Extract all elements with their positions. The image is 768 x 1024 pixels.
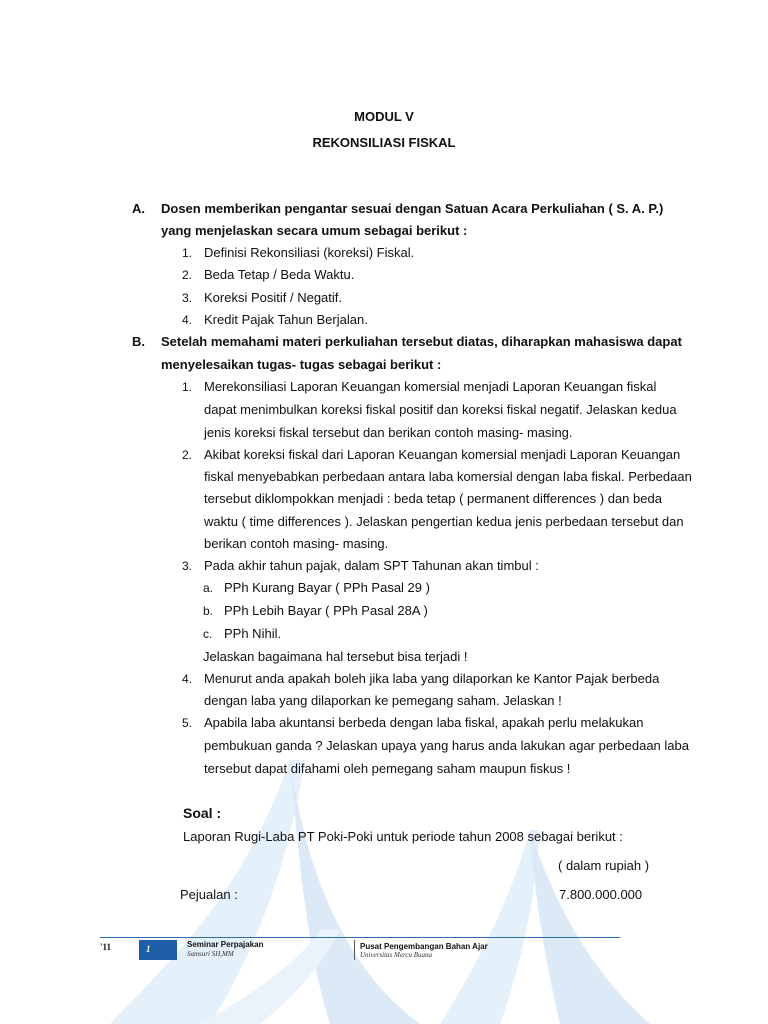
task-5-line: tersebut dapat difahami oleh pemegang saham maupun fiskus ! xyxy=(204,761,571,776)
soal-intro: Laporan Rugi-Laba PT Poki-Poki untuk periode tahun 2008 sebagai berikut : xyxy=(183,829,623,844)
module-subtitle: REKONSILIASI FISKAL xyxy=(312,135,456,150)
task-2-line: Akibat koreksi fiskal dari Laporan Keuangan komersial menjadi Laporan Keuangan xyxy=(204,447,681,462)
section-a-letter: A. xyxy=(132,201,145,216)
section-b-line1: Setelah memahami materi perkuliahan tersebut diatas, diharapkan mahasiswa dapat xyxy=(161,334,682,349)
task-3-sub-letter: b. xyxy=(203,604,214,618)
soal-row-label: Pejualan : xyxy=(180,887,238,902)
task-4-line: Menurut anda apakah boleh jika laba yang dilaporkan ke Kantor Pajak berbeda xyxy=(204,671,660,686)
soal-unit: ( dalam rupiah ) xyxy=(558,858,650,873)
footer-year: '11 xyxy=(100,942,112,952)
task-1-line: jenis koreksi fiskal tersebut dan berikan contoh masing- masing. xyxy=(204,425,573,440)
task-1-line: dapat menimbulkan koreksi fiskal positif dan koreksi fiskal negatif. Jelaskan kedua xyxy=(204,402,677,417)
footer-course: Seminar Perpajakan xyxy=(187,940,264,949)
section-a-item-text: Beda Tetap / Beda Waktu. xyxy=(204,267,355,282)
section-b-line2: menyelesaikan tugas- tugas sebagai berikut : xyxy=(161,357,442,372)
task-2-line: fiskal menyebabkan perbedaan antara laba komersial dengan laba fiskal. Perbedaan xyxy=(204,469,692,484)
section-a-line1: Dosen memberikan pengantar sesuai dengan Satuan Acara Perkuliahan ( S. A. P.) xyxy=(161,201,664,216)
section-a-item-text: Koreksi Positif / Negatif. xyxy=(204,290,342,305)
section-a-line2: yang menjelaskan secara umum sebagai berikut : xyxy=(161,223,468,238)
task-2-line: berikan contoh masing- masing. xyxy=(204,536,389,551)
task-5-line: pembukuan ganda ? Jelaskan upaya yang harus anda lakukan agar perbedaan laba xyxy=(204,738,689,753)
footer-divider xyxy=(354,940,355,960)
section-a-item-num: 3. xyxy=(182,291,193,305)
task-3-sub-text: PPh Kurang Bayar ( PPh Pasal 29 ) xyxy=(224,580,430,595)
task-num: 4. xyxy=(182,672,193,686)
section-a-item-num: 1. xyxy=(182,246,193,260)
soal-row-value: 7.800.000.000 xyxy=(559,887,643,902)
task-2-line: tersebut diklompokkan menjadi : beda tetap ( permanent differences ) dan beda xyxy=(204,491,662,506)
task-2-line: waktu ( time differences ). Jelaskan pengertian kedua jenis perbedaan tersebut dan xyxy=(204,514,684,529)
task-num: 1. xyxy=(182,380,193,394)
module-title: MODUL V xyxy=(354,109,414,124)
task-3-sub-letter: c. xyxy=(203,627,213,641)
section-a-item-text: Definisi Rekonsiliasi (koreksi) Fiskal. xyxy=(204,245,415,260)
soal-heading: Soal : xyxy=(183,805,222,821)
section-a-item-num: 4. xyxy=(182,313,193,327)
task-num: 2. xyxy=(182,448,193,462)
section-a-item-num: 2. xyxy=(182,268,193,282)
task-3-sub-text: PPh Lebih Bayar ( PPh Pasal 28A ) xyxy=(224,603,428,618)
task-3-after: Jelaskan bagaimana hal tersebut bisa terjadi ! xyxy=(203,649,468,664)
footer-university: Universitas Mercu Buana xyxy=(360,951,433,959)
task-3-sub-letter: a. xyxy=(203,581,214,595)
footer-author: Samsuri SH,MM xyxy=(187,950,234,958)
footer-page-box xyxy=(139,940,177,960)
task-3-sub-text: PPh Nihil. xyxy=(224,626,282,641)
task-1-line: Merekonsiliasi Laporan Keuangan komersial menjadi Laporan Keuangan fiskal xyxy=(204,379,657,394)
task-num: 3. xyxy=(182,559,193,573)
footer-rule xyxy=(100,937,620,938)
task-3-text: Pada akhir tahun pajak, dalam SPT Tahunan akan timbul : xyxy=(204,558,539,573)
task-4-line: dengan laba yang dilaporkan ke pemegang saham. Jelaskan ! xyxy=(204,693,562,708)
task-num: 5. xyxy=(182,716,193,730)
task-5-line: Apabila laba akuntansi berbeda dengan laba fiskal, apakah perlu melakukan xyxy=(204,715,644,730)
footer-page-number: 1 xyxy=(146,944,151,954)
section-b-letter: B. xyxy=(132,334,145,349)
footer-center: Pusat Pengembangan Bahan Ajar xyxy=(360,942,488,951)
section-a-item-text: Kredit Pajak Tahun Berjalan. xyxy=(204,312,368,327)
